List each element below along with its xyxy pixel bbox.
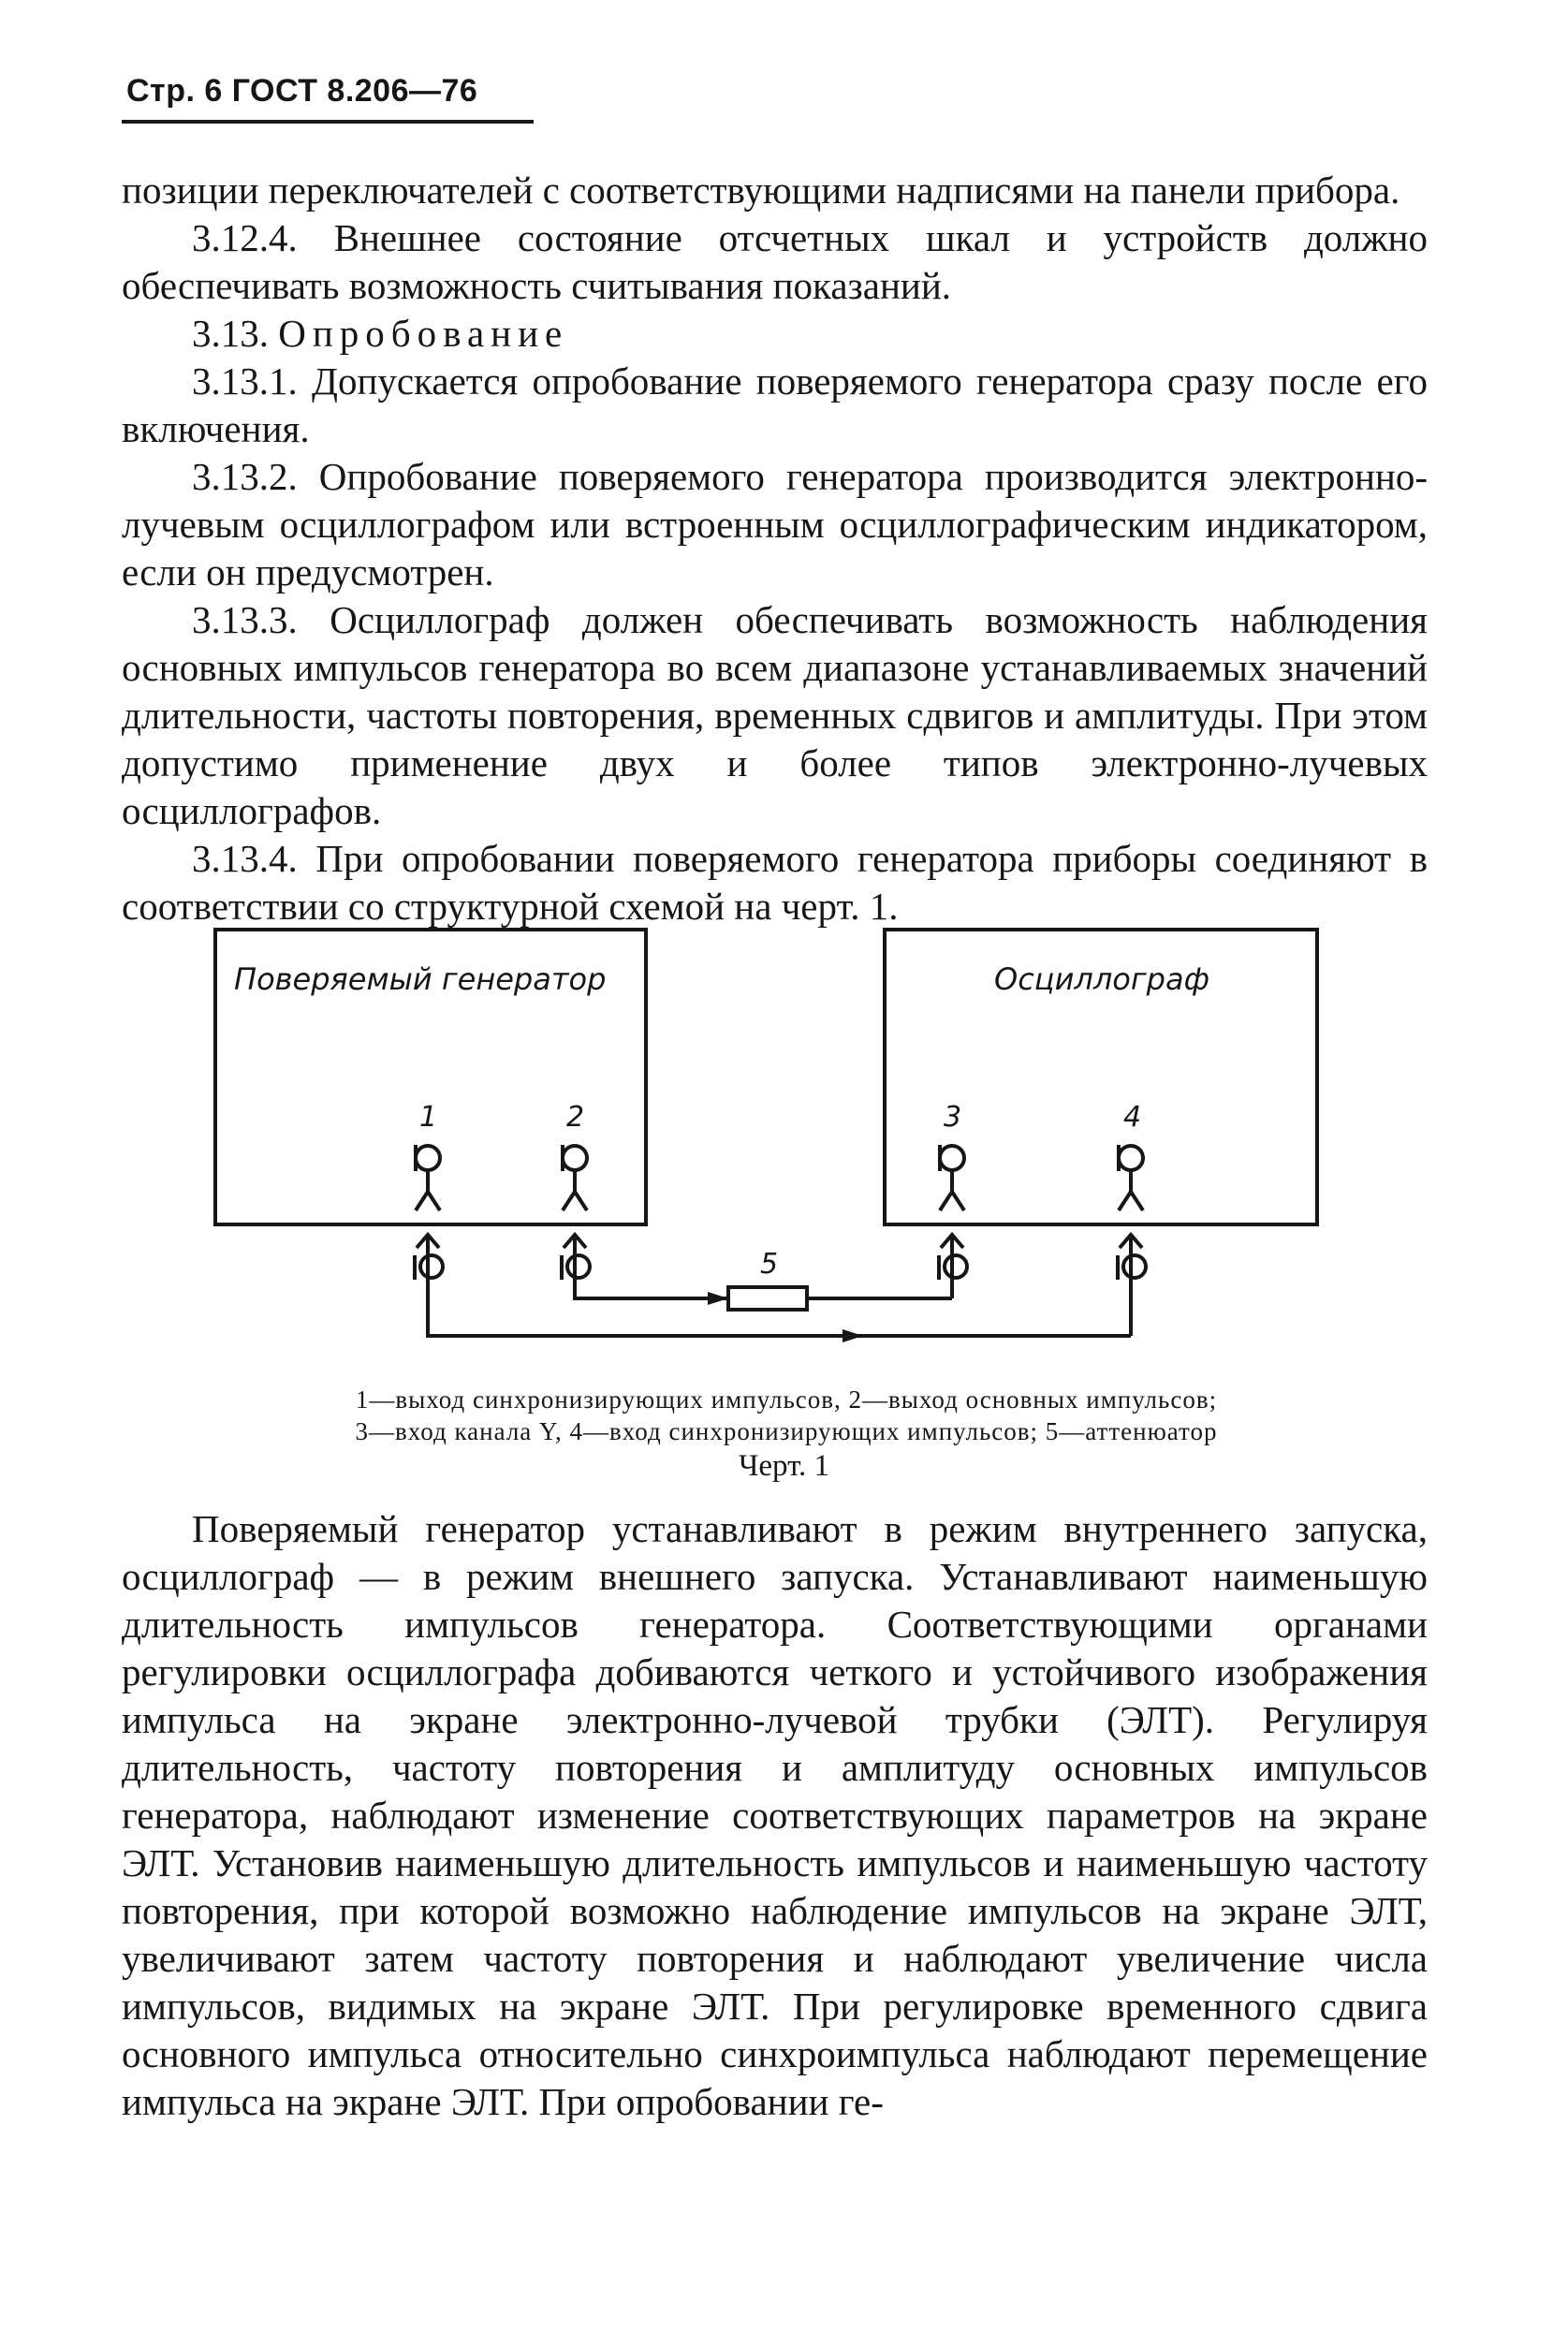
bottom-text-block — [122, 1505, 1428, 2126]
section-heading-3-13 — [122, 310, 1428, 358]
paragraph-3-13-4: 3.13.4. При опробовании поверяемого генератора приборы соединяют в соответствии со структурной схемой на черт. 1. — [122, 837, 1428, 928]
arrow-icon-sync — [843, 1329, 863, 1342]
header-rule — [122, 120, 534, 124]
arrow-icon-to-attenuator — [708, 1292, 728, 1305]
figure-legend — [187, 1384, 1385, 1447]
paragraph-3-12-4: 3.12.4. Внешнее состояние отсчетных шкал и устройств должно обеспечивать возможность считывания показаний. — [122, 216, 1428, 307]
port-number-4: 4 — [1123, 1101, 1142, 1134]
attenuator-label: 5 — [760, 1248, 779, 1281]
top-text-block — [122, 167, 1428, 931]
legend-line-1: 1—выход синхронизирующих импульсов, 2—выход основных импульсов; — [355, 1385, 1218, 1414]
diagram-svg — [187, 922, 1348, 1362]
oscilloscope-label: Осциллограф — [994, 961, 1209, 997]
page-header: Стр. 6 ГОСТ 8.206—76 — [126, 73, 478, 109]
port-number-1: 1 — [419, 1101, 438, 1134]
legend-line-2: 3—вход канала Y, 4—вход синхронизирующих импульсов; 5—аттенюатор — [355, 1417, 1218, 1445]
plug-icon-4 — [1118, 1235, 1146, 1336]
socket-icon-2 — [563, 1145, 587, 1210]
paragraph-3-13-3: 3.13.3. Осциллограф должен обеспечивать возможность наблюдения основных импульсов генератора во всем диапазоне устанавливаемых значений длительности, частоты повторения, временных сдвигов и амплитуды. При этом допустимо применение двух и более типов электронно-лучевых осциллографов. — [122, 598, 1428, 832]
port-number-3: 3 — [944, 1101, 962, 1134]
plug-icon-1 — [415, 1235, 443, 1297]
figure-caption: Черт. 1 — [738, 1449, 830, 1483]
socket-icon-3 — [940, 1145, 964, 1210]
paragraph-3-13-2: 3.13.2. Опробование поверяемого генератора производится электронно-лучевым осциллографом или встроенным осциллографическим индикатором, если он предусмотрен. — [122, 455, 1428, 594]
paragraph-procedure: Поверяемый генератор устанавливают в режим внутреннего запуска, осциллограф — в режим внешнего запуска. Устанавливают наименьшую длительность импульсов генератора. Соответствующими органами регулировки осциллографа добиваются четкого и устойчивого изображения импульса на экране электронно-лучевой трубки (ЭЛТ). Регулируя длительность, частоту повторения и амплитуду основных импульсов генератора, наблюдают изменение соответствующих параметров на экране ЭЛТ. Установив наименьшую длительность импульсов и наименьшую частоту повторения, при которой возможно наблюдение импульсов на экране ЭЛТ, увеличивают затем частоту повторения и наблюдают увеличение числа импульсов, видимых на экране ЭЛТ. При регулировке временного сдвига основного импульса относительно синхроимпульса наблюдают перемещение импульса на экране ЭЛТ. При опробовании ге- — [122, 1507, 1428, 2123]
section-number: 3.13. — [192, 312, 269, 355]
attenuator-box — [728, 1287, 807, 1310]
port-number-2: 2 — [566, 1101, 585, 1134]
socket-icon-1 — [416, 1145, 440, 1210]
structural-diagram — [187, 922, 1348, 1362]
socket-icon-4 — [1119, 1145, 1143, 1210]
generator-label: Поверяемый генератор — [234, 961, 607, 997]
paragraph-continuation: позиции переключателей с соответствующими надписями на панели прибора. — [122, 169, 1400, 212]
plug-icon-3 — [939, 1235, 967, 1285]
sync-wire-1-to-4 — [428, 1297, 1131, 1336]
section-title: Опробование — [278, 312, 569, 355]
plug-icon-2 — [562, 1235, 590, 1285]
paragraph-3-13-1: 3.13.1. Допускается опробование поверяемого генератора сразу после его включения. — [122, 359, 1428, 450]
